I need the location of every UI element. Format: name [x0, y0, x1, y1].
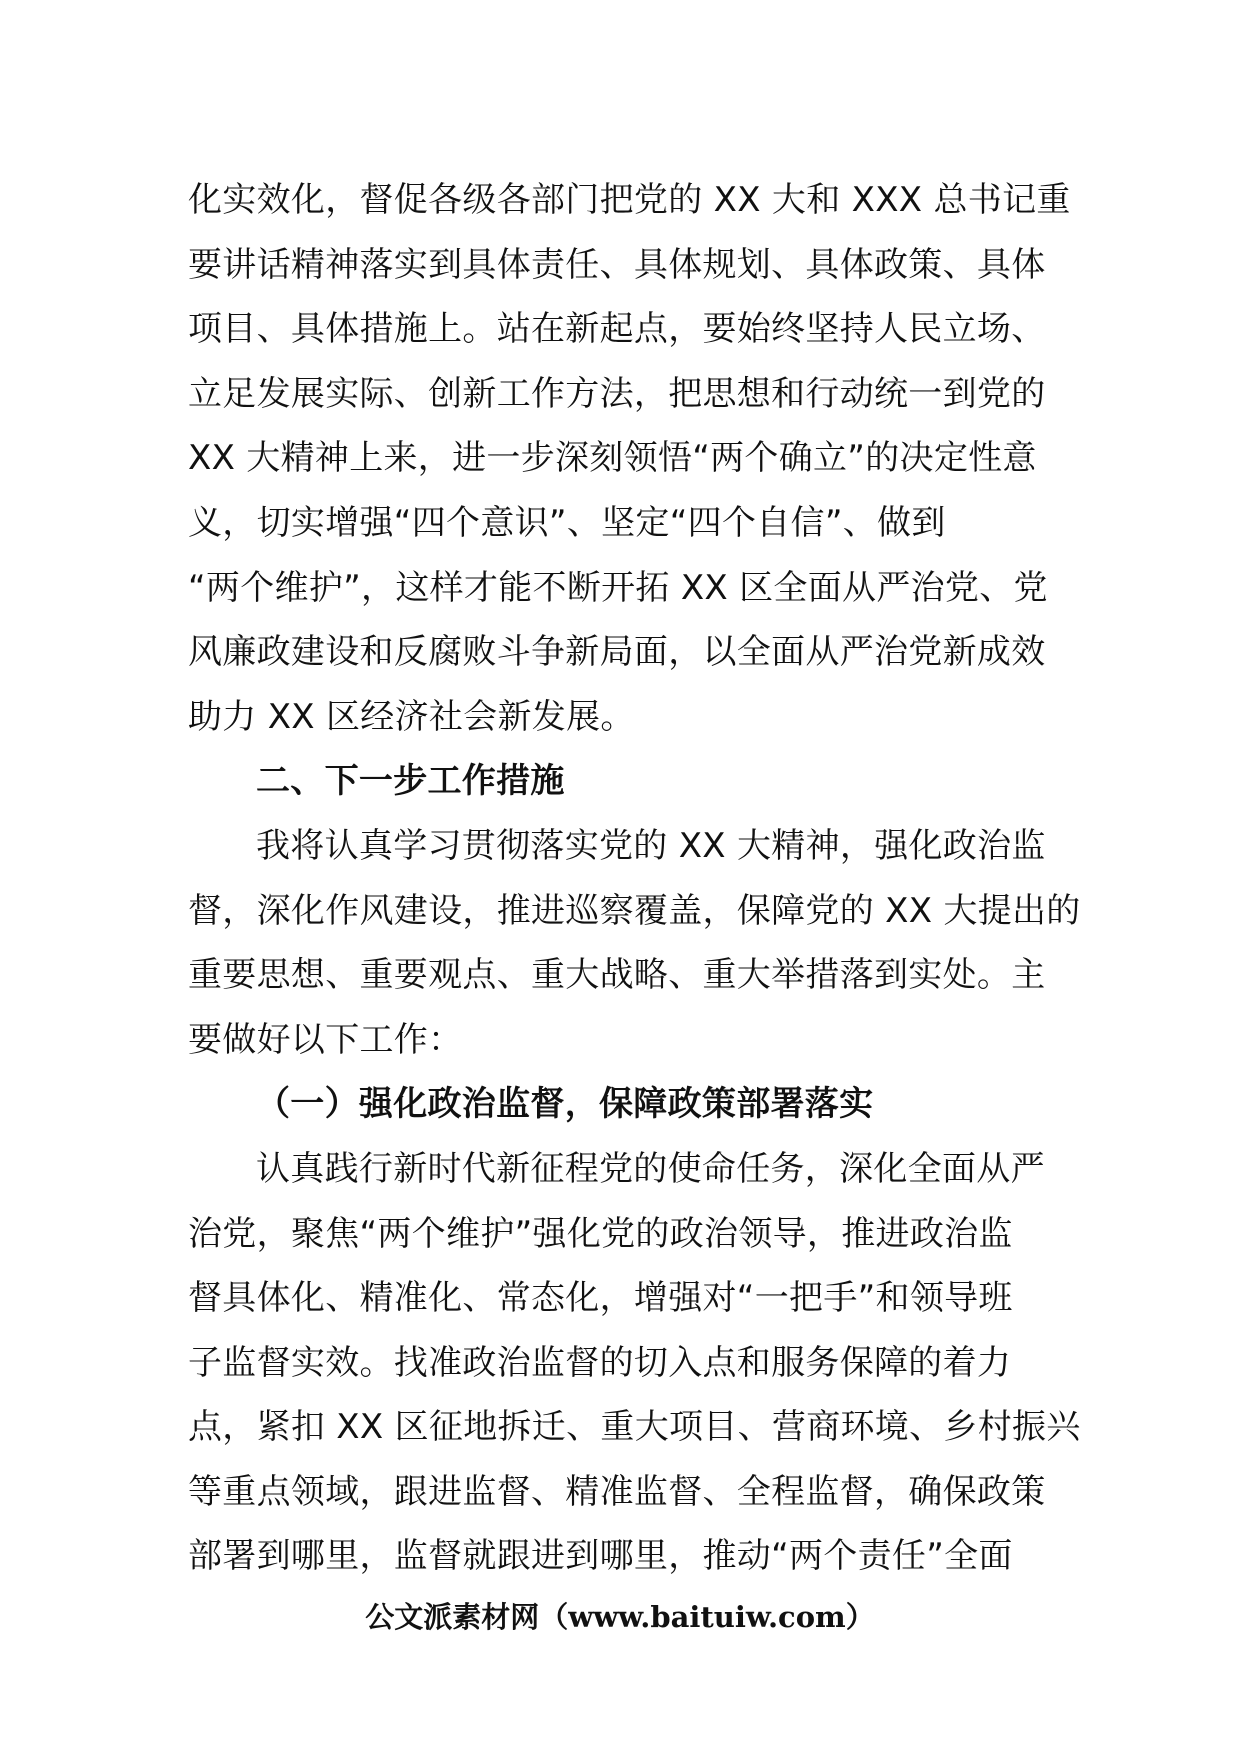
- paragraph-line: 重要思想、重要观点、重大战略、重大举措落到实处。主: [188, 955, 1046, 996]
- paragraph-line: 督，深化作风建设，推进巡察覆盖，保障党的 XX 大提出的: [188, 890, 1081, 931]
- paragraph-line: 项目、具体措施上。站在新起点，要始终坚持人民立场、: [188, 309, 1046, 350]
- paragraph-line: 风廉政建设和反腐败斗争新局面，以全面从严治党新成效: [188, 632, 1046, 673]
- paragraph-line: 认真践行新时代新征程党的使命任务，深化全面从严: [256, 1148, 1045, 1189]
- page-footer: 公文派素材网（www.baituiw.com）: [365, 1600, 875, 1634]
- paragraph-line: XX 大精神上来，进一步深刻领悟“两个确立”的决定性意: [188, 438, 1037, 479]
- paragraph-line: 立足发展实际、创新工作方法，把思想和行动统一到党的: [188, 373, 1046, 414]
- subsection-heading: （一）强化政治监督，保障政策部署落实: [256, 1084, 874, 1125]
- paragraph-line: 督具体化、精准化、常态化，增强对“一把手”和领导班: [188, 1278, 1013, 1319]
- paragraph-line: 治党，聚焦“两个维护”强化党的政治领导，推进政治监: [188, 1213, 1013, 1254]
- section-heading: 二、下一步工作措施: [256, 761, 565, 802]
- paragraph-line: 化实效化，督促各级各部门把党的 XX 大和 XXX 总书记重: [188, 180, 1071, 220]
- paragraph-line: 点，紧扣 XX 区征地拆迁、重大项目、营商环境、乡村振兴: [188, 1407, 1081, 1448]
- paragraph-line: 义，切实增强“四个意识”、坚定“四个自信”、做到: [188, 502, 946, 543]
- paragraph-line: “两个维护”，这样才能不断开拓 XX 区全面从严治党、党: [188, 567, 1048, 608]
- paragraph-line: 助力 XX 区经济社会新发展。: [188, 696, 635, 737]
- paragraph-line: 要讲话精神落实到具体责任、具体规划、具体政策、具体: [188, 244, 1046, 285]
- paragraph-line: 子监督实效。找准政治监督的切入点和服务保障的着力: [188, 1342, 1012, 1383]
- paragraph-line: 部署到哪里，监督就跟进到哪里，推动“两个责任”全面: [188, 1536, 1013, 1577]
- document-body: [188, 168, 1081, 1589]
- paragraph-line: 等重点领域，跟进监督、精准监督、全程监督，确保政策: [188, 1471, 1046, 1512]
- paragraph-line: 我将认真学习贯彻落实党的 XX 大精神，强化政治监: [256, 825, 1046, 866]
- paragraph-line: 要做好以下工作：: [188, 1019, 463, 1060]
